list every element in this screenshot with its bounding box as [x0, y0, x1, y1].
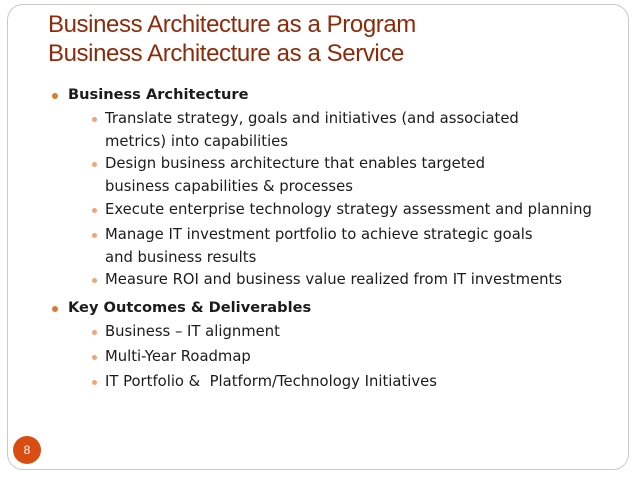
list-item-text: Multi-Year Roadmap: [105, 348, 251, 365]
list-item-text: Measure ROI and business value realized from IT investments: [105, 271, 563, 288]
list-item: [92, 108, 572, 153]
list-item: [92, 371, 437, 394]
section-heading-key-outcomes: [52, 297, 311, 320]
bullet-icon: [92, 355, 97, 360]
bullet-icon: [92, 278, 97, 283]
list-item-text: Translate strategy, goals and initiatives (and associated metrics) into capabilities: [105, 110, 519, 150]
bullet-icon: [92, 233, 97, 238]
bullet-icon: [92, 117, 97, 122]
list-item-text: IT Portfolio & Platform/Technology Initiatives: [105, 373, 437, 390]
section-heading: Business Architecture: [68, 86, 249, 103]
list-item: [92, 269, 562, 292]
section-heading: Key Outcomes & Deliverables: [68, 299, 312, 316]
title-line-1: Business Architecture as a Program: [48, 11, 416, 38]
bullet-icon: [92, 208, 97, 213]
bullet-icon: [92, 330, 97, 335]
list-item-text: Execute enterprise technology strategy assessment and planning: [105, 201, 592, 218]
page-number-badge: 8: [13, 436, 41, 464]
section-heading-business-architecture: [52, 84, 248, 107]
bullet-icon: [92, 162, 97, 167]
bullet-icon: [52, 93, 58, 99]
list-item: [92, 224, 572, 269]
list-item-text: Design business architecture that enables targeted business capabilities & processes: [105, 155, 486, 195]
list-item: [92, 153, 572, 198]
list-item: [92, 199, 592, 222]
bullet-icon: [92, 380, 97, 385]
list-item-text: Business – IT alignment: [105, 323, 280, 340]
list-item-text: Manage IT investment portfolio to achieve strategic goals and business results: [105, 226, 533, 266]
bullet-icon: [52, 306, 58, 312]
title-line-2: Business Architecture as a Service: [48, 40, 404, 67]
list-item: [92, 346, 251, 369]
list-item: [92, 321, 280, 344]
